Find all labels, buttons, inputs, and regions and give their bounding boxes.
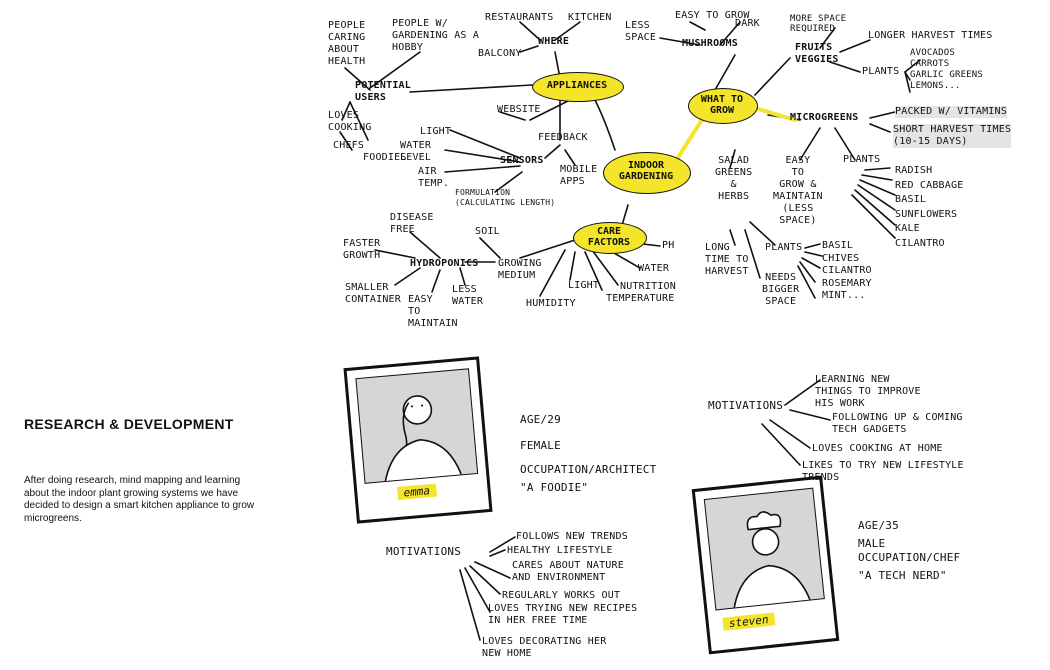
salad-greens-label: SALAD GREENS & HERBS xyxy=(715,155,753,202)
restaurants-label: RESTAURANTS xyxy=(485,12,554,23)
what-to-grow-label: WHAT TO GROW xyxy=(700,94,744,116)
steven-motivations-label: MOTIVATIONS xyxy=(708,399,784,412)
steven-name-tag: steven xyxy=(722,612,775,630)
packed-vitamins-label: PACKED W/ VITAMINS xyxy=(895,106,1007,117)
appliances-label: APPLIANCES xyxy=(546,80,608,91)
page-description: After doing research, mind mapping and learning about the indoor plant growing systems we have decided to design a smart kitchen appliance to grow microgreens. xyxy=(24,475,255,524)
steven-photo xyxy=(704,488,825,611)
air-temp-label: AIR TEMP. xyxy=(418,166,450,189)
emma-motivation-2: HEALTHY LIFESTYLE xyxy=(507,545,613,556)
micro-plants-label: PLANTS xyxy=(843,154,881,165)
potential-users-label: POTENTIAL USERS xyxy=(355,80,411,103)
emma-occupation: OCCUPATION/ARCHITECT xyxy=(520,463,657,476)
sensors-label: SENSORS xyxy=(500,155,544,166)
chefs-label: CHEFS xyxy=(333,140,365,151)
water-level-label: WATER LEVEL xyxy=(400,140,432,163)
steven-motivation-4: LIKES TO TRY NEW LIFESTYLE TRENDS xyxy=(802,460,964,483)
emma-motivations-label: MOTIVATIONS xyxy=(386,545,462,558)
herb-plants-list: BASIL CHIVES CILANTRO ROSEMARY MINT... xyxy=(822,240,872,301)
steven-gender: MALE xyxy=(858,537,886,550)
care-light-label: LIGHT xyxy=(568,280,600,291)
loves-cooking-label: LOVES COOKING xyxy=(328,110,372,133)
mushrooms-label: MUSHROOMS xyxy=(682,38,738,49)
more-space-label: MORE SPACE REQUIRED xyxy=(790,14,847,34)
steven-occupation: OCCUPATION/CHEF xyxy=(858,551,961,564)
microgreens-label: MICROGREENS xyxy=(790,112,859,123)
emma-name-tag: emma xyxy=(397,484,436,500)
micro-plants-list: RADISH RED CABBAGE BASIL SUNFLOWERS KALE CILANTRO xyxy=(895,165,964,249)
fruits-veggies-label: FRUITS VEGGIES xyxy=(795,42,839,65)
emma-motivation-5: LOVES TRYING NEW RECIPES IN HER FREE TIME xyxy=(488,603,638,626)
water-label: WATER xyxy=(638,263,670,274)
people-caring-label: PEOPLE CARING ABOUT HEALTH xyxy=(328,20,366,67)
faster-growth-label: FASTER GROWTH xyxy=(343,238,381,261)
foodies-label: FOODIES xyxy=(363,152,407,163)
fruit-plants-label: PLANTS xyxy=(862,66,900,77)
emma-motivation-6: LOVES DECORATING HER NEW HOME xyxy=(482,636,607,659)
emma-motivation-3: CARES ABOUT NATURE AND ENVIRONMENT xyxy=(512,560,624,583)
mobile-apps-label: MOBILE APPS xyxy=(560,164,598,187)
dark-label: DARK xyxy=(735,18,760,29)
long-time-label: LONG TIME TO HARVEST xyxy=(705,242,749,277)
steven-quote: "A TECH NERD" xyxy=(858,569,947,582)
smaller-container-label: SMALLER CONTAINER xyxy=(345,282,401,305)
website-label: WEBSITE xyxy=(497,104,541,115)
page-heading: RESEARCH & DEVELOPMENT xyxy=(24,416,234,432)
easy-maintain-label: EASY TO MAINTAIN xyxy=(408,294,458,329)
emma-sketch-icon xyxy=(356,369,477,482)
steven-polaroid xyxy=(692,476,840,655)
less-water-label: LESS WATER xyxy=(452,284,484,307)
people-gardening-label: PEOPLE W/ GARDENING AS A HOBBY xyxy=(392,18,480,53)
steven-motivation-2: FOLLOWING UP & COMING TECH GADGETS xyxy=(832,412,963,435)
emma-polaroid xyxy=(343,356,492,523)
balcony-label: BALCONY xyxy=(478,48,522,59)
emma-quote: "A FOODIE" xyxy=(520,481,589,494)
formulation-label: FORMULATION (CALCULATING LENGTH) xyxy=(455,188,556,207)
soil-label: SOIL xyxy=(475,226,500,237)
where-label: WHERE xyxy=(538,36,570,47)
steven-motivation-3: LOVES COOKING AT HOME xyxy=(812,443,943,454)
sensor-light-label: LIGHT xyxy=(420,126,452,137)
emma-motivation-1: FOLLOWS NEW TRENDS xyxy=(516,531,628,542)
emma-gender: FEMALE xyxy=(520,439,561,452)
emma-age: AGE/29 xyxy=(520,413,561,426)
herb-plants-label: PLANTS xyxy=(765,242,803,253)
easy-grow-maintain-label: EASY TO GROW & MAINTAIN (LESS SPACE) xyxy=(773,155,823,226)
emma-photo xyxy=(355,368,478,484)
emma-motivation-4: REGULARLY WORKS OUT xyxy=(502,590,621,601)
kitchen-label: KITCHEN xyxy=(568,12,612,23)
steven-age: AGE/35 xyxy=(858,519,899,532)
longer-harvest-label: LONGER HARVEST TIMES xyxy=(868,30,993,41)
disease-free-label: DISEASE FREE xyxy=(390,212,434,235)
short-harvest-label: SHORT HARVEST TIMES (10-15 DAYS) xyxy=(893,124,1012,147)
hydroponics-label: HYDROPONICS xyxy=(410,258,479,269)
feedback-label: FEEDBACK xyxy=(538,132,588,143)
care-factors-label: CARE FACTORS xyxy=(587,226,631,248)
easy-to-grow-label: EASY TO GROW xyxy=(675,10,750,21)
steven-sketch-icon xyxy=(705,489,824,610)
humidity-label: HUMIDITY xyxy=(526,298,576,309)
steven-motivation-1: LEARNING NEW THINGS TO IMPROVE HIS WORK xyxy=(815,374,921,409)
nutrition-label: NUTRITION xyxy=(620,281,676,292)
growing-medium-label: GROWING MEDIUM xyxy=(498,258,542,281)
temperature-label: TEMPERATURE xyxy=(606,293,675,304)
indoor-gardening-label: INDOOR GARDENING xyxy=(618,160,674,182)
needs-bigger-label: NEEDS BIGGER SPACE xyxy=(762,272,800,307)
fruit-plants-list: AVOCADOS CARROTS GARLIC GREENS LEMONS... xyxy=(910,48,984,91)
ph-label: PH xyxy=(662,240,675,251)
less-space-label: LESS SPACE xyxy=(625,20,657,43)
